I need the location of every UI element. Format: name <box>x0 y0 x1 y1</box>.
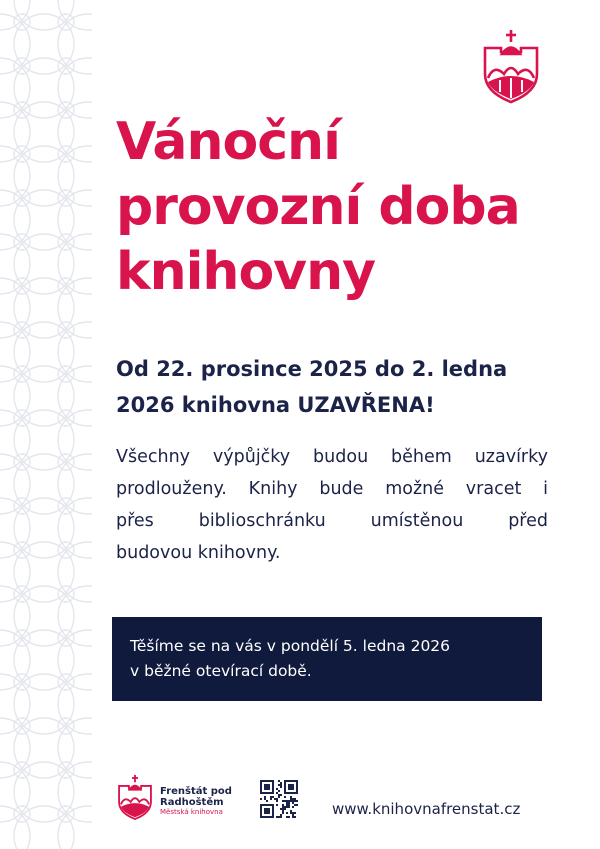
notice-line: Těšíme se na vás v pondělí 5. ledna 2026 <box>130 637 451 655</box>
body-line: budovou knihovny. <box>116 543 281 563</box>
closure-announcement <box>116 351 548 423</box>
decorative-circle-pattern <box>0 0 92 849</box>
title-line: provozní doba <box>116 177 520 237</box>
website-url: www.knihovnafrenstat.cz <box>332 800 521 818</box>
title-line: knihovny <box>116 242 375 302</box>
subtitle-line: 2026 knihovna UZAVŘENA! <box>116 393 435 417</box>
title-line: Vánoční <box>116 112 340 172</box>
reopening-notice-box <box>112 617 542 701</box>
body-line: prodlouženy. Knihy bude možné vracet i <box>116 479 548 499</box>
subtitle-line: Od 22. prosince 2025 do 2. ledna <box>116 357 508 381</box>
page-title <box>116 110 520 305</box>
notice-line: v běžné otevírací době. <box>130 662 312 680</box>
library-name <box>160 786 232 817</box>
chapel-logo-icon <box>116 773 154 821</box>
chapel-logo-icon <box>480 28 542 104</box>
qr-code-icon <box>260 780 298 818</box>
library-name-line: Frenštát pod <box>160 786 232 797</box>
body-line: Všechny výpůjčky budou během uzavírky <box>116 447 548 467</box>
body-line: přes biblioschránku umístěnou před <box>116 511 548 531</box>
body-paragraph <box>116 441 548 569</box>
library-name-line: Radhoštěm <box>160 797 224 808</box>
library-subtitle: Městská knihovna <box>160 808 223 816</box>
